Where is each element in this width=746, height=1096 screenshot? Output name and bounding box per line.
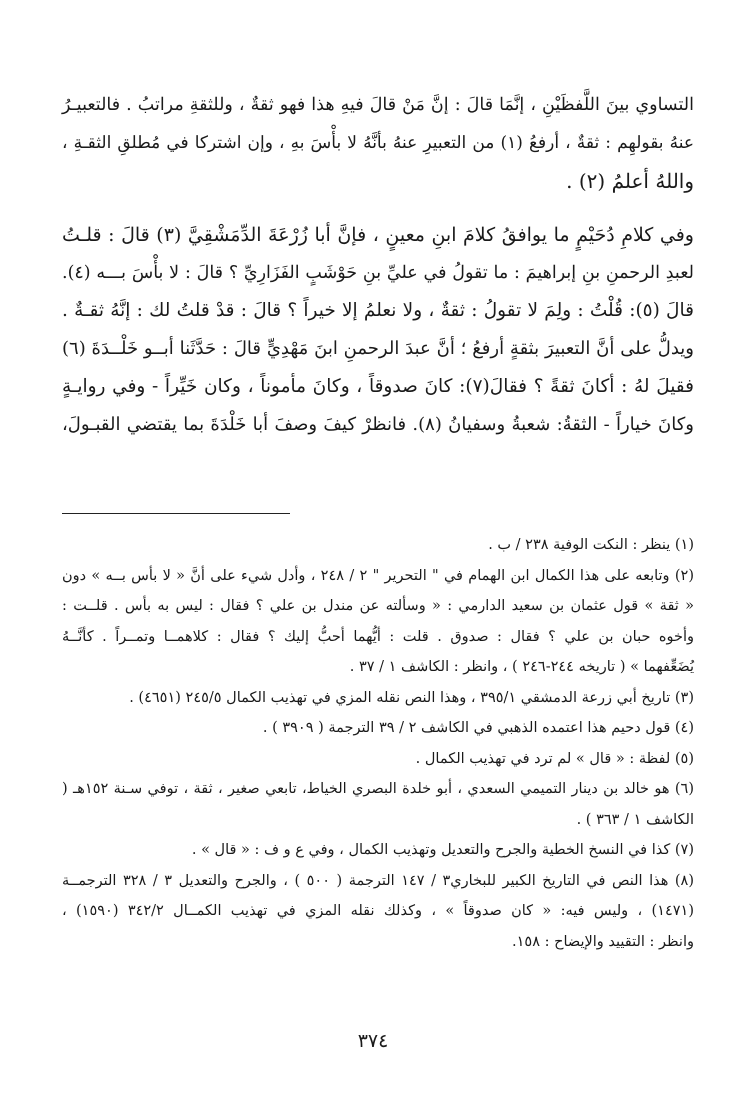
footnote-7: [62, 835, 694, 866]
footnote-line: (١٤٧١) ، وليس فيه: « كان صدوقاً » ، وكذلك نقله المزي في تهذيب الكمــال ٣٤٢/٢ (١٥٩٠) ،: [62, 903, 694, 919]
text-line: التساوي بينَ اللَّفظَيْنِ ، إنَّمَا قالَ : إنَّ مَنْ قالَ فيهِ هذا فهو ثقةٌ ، وللثقةِ مراتبُ . فالتعبيـرُ: [62, 95, 694, 115]
footnote-5: [62, 744, 694, 775]
main-text-body: [62, 86, 694, 444]
paragraph: [62, 216, 694, 444]
text-line: قالَ (٥): قُلْتُ : ولِمَ لا تقولُ : ثقةٌ ، ولا نعلمُ إلا خيراً ؟ قالَ : قدْ قلتُ لك : إنَّهُ ثقـةٌ .: [62, 300, 694, 321]
footnote-line: (٥) لفظة : « قال » لم ترد في تهذيب الكمال .: [415, 750, 694, 767]
footnote-line: وانظر : التقييد والإيضاح : ١٥٨.: [512, 933, 694, 950]
text-line: ويدلُّ على أنَّ التعبيرَ بثقةٍ أرفعُ ؛ أنَّ عبدَ الرحمنِ ابنَ مَهْدِيٍّ قالَ : حَدَّثَنا أبــو خَلْــدَةَ (٦): [62, 338, 694, 359]
footnote-line: (٢) وتابعه على هذا الكمال ابن الهمام في " التحرير " ٢ / ٢٤٨ ، وأدل شيء على أنَّ « لا بأس بــه » دون: [62, 567, 694, 584]
text-line: عنهُ بقولهِم : ثقةٌ ، أرفعُ (١) من التعبيرِ عنهُ بأنَّهُ لا بأْسَ بهِ ، وإن اشتركا في مُطلقِ الثقـةِ ،: [62, 133, 695, 153]
footnote-line: (٣) تاريخ أبي زرعة الدمشقي ٣٩٥/١ ، وهذا النص نقله المزي في تهذيب الكمال ٢٤٥/٥ (٤٦٥١) .: [129, 689, 694, 706]
footnote-3: [62, 683, 694, 714]
footnote-line: الكاشف ١ / ٣٦٣ ) .: [576, 811, 694, 828]
footnotes: [62, 530, 694, 957]
footnote-line: يُضَعِّفهما » ( تاريخه ٢٤٤-٢٤٦ ) ، وانظر : الكاشف ١ / ٣٧ .: [349, 659, 694, 675]
text-line: واللهُ أعلمُ (٢) .: [566, 169, 694, 193]
paragraph: [62, 86, 694, 200]
footnote-line: (٨) هذا النص في التاريخ الكبير للبخاري٣ / ١٤٧ الترجمة ( ٥٠٠ ) ، والجرح والتعديل ٣ / ٣٢٨ الترجمــة: [62, 872, 695, 889]
paragraph-spacer: [62, 200, 694, 216]
text-line: فقيلَ لهُ : أكانَ ثقةً ؟ فقالَ(٧): كانَ صدوقاً ، وكانَ مأموناً ، وكان خَيِّراً - وفي روايـةٍ: [62, 376, 695, 397]
footnote-4: [62, 713, 694, 744]
footnote-line: (٧) كذا في النسخ الخطية والجرح والتعديل وتهذيب الكمال ، وفي ع و ف : « قال » .: [191, 842, 694, 858]
footnote-line: وأخوه حبان بن علي ؟ فقال : صدوق . قلت : أيُّهما أحبُّ إليك ؟ فقال : كلاهمــا وتمــراً . كأنَّــهُ: [62, 628, 694, 645]
footnote-2: [62, 561, 694, 683]
text-line: وكانَ خياراً - الثقةُ: شعبةُ وسفيانُ (٨). فانظرْ كيفَ وصفَ أبا خَلْدَةَ بما يقتضي القبـولَ،: [62, 414, 694, 435]
footnote-8: [62, 866, 694, 958]
footnote-line: (١) ينظر : النكت الوفية ٢٣٨ / ب .: [488, 537, 694, 553]
text-line: لعبدِ الرحمنِ بنِ إبراهيمَ : ما تقولُ في عليِّ بنِ حَوْشَبٍ الفَزَارِيِّ ؟ قالَ : لا بأْسَ بـــه (٤).: [62, 263, 694, 283]
text-line: وفي كلامِ دُحَيْمٍ ما يوافقُ كلامَ ابنِ معينٍ ، فإنَّ أبا زُرْعَةَ الدِّمَشْقِيَّ (٣) قالَ : قلـتُ: [62, 224, 694, 246]
footnote-6: [62, 774, 694, 835]
footnote-line: « ثقة » قول عثمان بن سعيد الدارمي : « وسألته عن مندل بن علي ؟ فقال : ليس به بأس . قلــت :: [62, 598, 694, 614]
footnote-line: (٤) قول دحيم هذا اعتمده الذهبي في الكاشف ٢ / ٣٩ الترجمة ( ٣٩٠٩ ) .: [262, 720, 694, 736]
page-number: ٣٧٤: [357, 1030, 389, 1052]
footnote-1: [62, 530, 694, 561]
footnote-line: (٦) هو خالد بن دينار التميمي السعدي ، أبو خلدة البصري الخياط، تابعي صغير ، ثقة ، توفي سـنة ١٥٢هـ (: [62, 781, 694, 797]
footnote-separator: [62, 513, 290, 514]
